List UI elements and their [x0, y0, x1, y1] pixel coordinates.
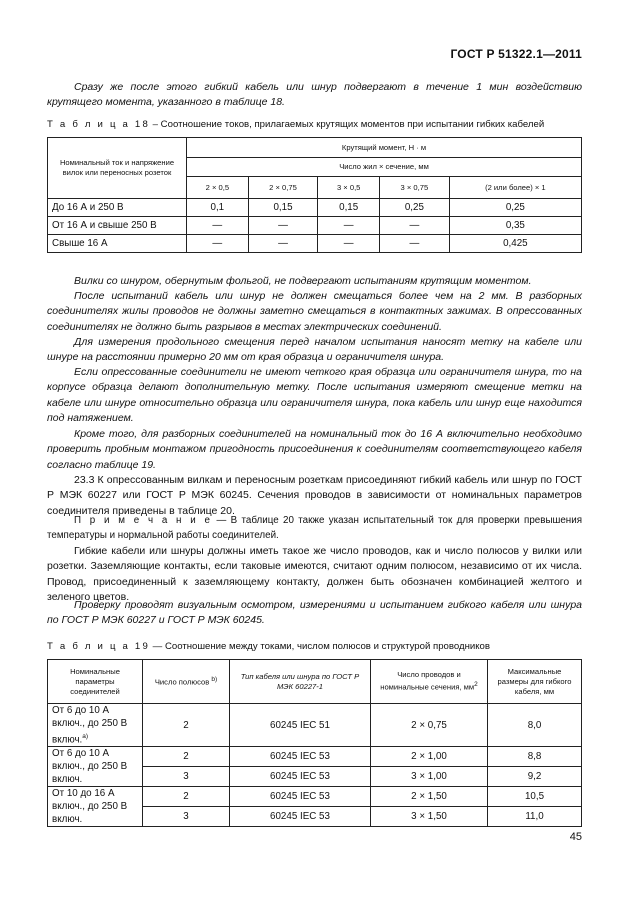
t19-header-type: Тип кабеля или шнура по ГОСТ Р МЭК 60227-1	[230, 660, 371, 704]
t18-row-label: Свыше 16 А	[48, 235, 187, 253]
t19-group-label	[48, 704, 143, 747]
t19-cell: 2 × 1,50	[371, 787, 488, 807]
t19-cell: 3	[143, 767, 230, 787]
table-18-title: – Соотношение токов, прилагаемых крутящих моментов при испытании гибких кабелей	[150, 119, 545, 130]
t19-cell: 2 × 1,00	[371, 747, 488, 767]
t19-cell: 8,8	[488, 747, 582, 767]
t19-cell: 3 × 1,50	[371, 807, 488, 827]
t18-col: 2 × 0,5	[187, 177, 249, 199]
t19-cell: 2	[143, 704, 230, 747]
t19-cell: 11,0	[488, 807, 582, 827]
t19-group-1-text: От 6 до 10 А включ., до 250 В включ.	[52, 705, 128, 746]
t19-cell: 2	[143, 747, 230, 767]
t18-cell: 0,25	[380, 199, 450, 217]
t18-cell: —	[248, 217, 318, 235]
t19-cell: 2 × 0,75	[371, 704, 488, 747]
t19-cell: 9,2	[488, 767, 582, 787]
t18-col: 2 × 0,75	[248, 177, 318, 199]
t19-group-label: От 6 до 10 А включ., до 250 В включ.	[48, 747, 143, 787]
t18-col: 3 × 0,75	[380, 177, 450, 199]
t19-header-sections-sup: 2	[474, 681, 478, 689]
t19-cell: 60245 IEC 51	[230, 704, 371, 747]
t18-header-torque: Крутящий момент, Н · м	[187, 138, 582, 158]
table-row	[48, 235, 582, 253]
t18-cell: —	[318, 235, 380, 253]
t19-header-sections-text: Число проводов и номинальные сечения, мм	[380, 670, 475, 692]
t18-cell: —	[380, 217, 450, 235]
paragraph-displacement: После испытаний кабель или шнур не должен смещаться более чем на 2 мм. В разборных соединителях жилы проводов не должны заметно смещаться в контактных зажимах. В опрессованных соединителях не должно быть разрывов в местах электрических соединений.	[47, 290, 582, 333]
table-18-label: Т а б л и ц а 18	[47, 119, 151, 130]
t19-header-max: Максимальные размеры для гибкого кабеля, мм	[488, 660, 582, 704]
t19-header-rated: Номинальные параметры соединителей	[48, 660, 143, 704]
paragraph-23-3: 23.3 К опрессованным вилкам и переносным розеткам присоединяют гибкий кабель или шнур по ГОСТ Р МЭК 60227 или ГОСТ Р МЭК 60245. Сечения проводов в зависимости от номинальных параметров соединителя приведены в таблице 20.	[47, 474, 582, 517]
t19-header-sections	[371, 660, 488, 704]
t18-cell: 0,15	[318, 199, 380, 217]
page-number: 45	[569, 831, 582, 843]
table-row	[48, 199, 582, 217]
table-18	[47, 137, 582, 253]
t19-cell: 3 × 1,00	[371, 767, 488, 787]
paragraph-marking: Для измерения продольного смещения перед началом испытания наносят метку на кабеле или шнуре на расстоянии примерно 20 мм от края образца и ограничителя шнура.	[47, 336, 582, 364]
t19-cell: 60245 IEC 53	[230, 807, 371, 827]
t19-footnote-a: a)	[82, 733, 89, 740]
paragraph-crimped: Если опрессованные соединители не имеют четкого края образца или ограничителя шнура, то на корпусе образца делают дополнительную метку. После испытания измеряют смещение метки на кабеле или шнуре относительно образца или ограничителя шнура, пока кабель или шнур еще находится под натяжением.	[47, 366, 582, 425]
t18-header-cores: Число жил × сечение, мм	[187, 158, 582, 177]
t18-cell: 0,425	[449, 235, 581, 253]
t19-footnote-b: b)	[211, 676, 218, 684]
t18-cell: —	[248, 235, 318, 253]
t18-cell: —	[187, 235, 249, 253]
note-label: П р и м е ч а н и е	[74, 515, 213, 526]
t18-cell: 0,1	[187, 199, 249, 217]
t19-cell: 8,0	[488, 704, 582, 747]
t19-cell: 60245 IEC 53	[230, 767, 371, 787]
table-19-title: — Соотношение между токами, числом полюсов и структурой проводников	[150, 641, 490, 652]
paragraph-verification: Проверку проводят визуальным осмотром, измерениями и испытанием гибкого кабеля или шнура по ГОСТ Р МЭК 60227 и ГОСТ Р МЭК 60245.	[47, 599, 582, 627]
t19-header-poles	[143, 660, 230, 704]
table-19-label: Т а б л и ц а 19	[47, 641, 151, 652]
t18-cell: 0,35	[449, 217, 581, 235]
table-row	[48, 747, 582, 767]
note	[47, 513, 582, 543]
table-19	[47, 659, 582, 827]
paragraph-foil: Вилки со шнуром, обернутым фольгой, не подвергают испытаниям крутящим моментом.	[74, 275, 532, 287]
t18-row-label: От 16 А и свыше 250 В	[48, 217, 187, 235]
t18-cell: 0,15	[248, 199, 318, 217]
t18-col: 3 × 0,5	[318, 177, 380, 199]
table-row	[48, 787, 582, 807]
paragraph-torque: Сразу же после этого гибкий кабель или шнур подвергают в течение 1 мин воздействию крутящего момента, указанного в таблице 18.	[47, 81, 582, 109]
note-text: — В таблице 20 также указан испытательный ток для проверки превышения температуры и нормальной работы соединителей.	[47, 515, 582, 541]
t19-group-label: От 10 до 16 А включ., до 250 В включ.	[48, 787, 143, 827]
t19-cell: 2	[143, 787, 230, 807]
t18-col: (2 или более) × 1	[449, 177, 581, 199]
t18-cell: —	[318, 217, 380, 235]
table-row	[48, 704, 582, 747]
paragraph-rewirable: Кроме того, для разборных соединителей на номинальный ток до 16 А включительно необходимо проверить пробным монтажом пригодность присоединения к соединителям соответствующего кабеля согласно таблице 19.	[47, 428, 582, 471]
t18-cell: 0,25	[449, 199, 581, 217]
table-row	[48, 217, 582, 235]
t19-header-poles-text: Число полюсов	[154, 677, 210, 687]
paragraph-conductors: Гибкие кабели или шнуры должны иметь такое же число проводов, как и число полюсов у вилки или розетки. Заземляющие контакты, если таковые имеются, считают одним полюсом, независимо от их числа. Провод, присоединенный к заземляющему контакту, должен быть обозначен комбинацией желтого и зеленого цветов.	[47, 545, 582, 604]
t18-cell: —	[380, 235, 450, 253]
t18-header-rated: Номинальный ток и напряжение вилок или переносных розеток	[48, 138, 187, 199]
table-18-caption	[47, 119, 544, 130]
t19-cell: 3	[143, 807, 230, 827]
t18-row-label: До 16 А и 250 В	[48, 199, 187, 217]
table-19-caption	[47, 641, 490, 652]
t18-cell: —	[187, 217, 249, 235]
t19-cell: 10,5	[488, 787, 582, 807]
page-header: ГОСТ Р 51322.1—2011	[450, 47, 582, 61]
t19-cell: 60245 IEC 53	[230, 747, 371, 767]
t19-cell: 60245 IEC 53	[230, 787, 371, 807]
